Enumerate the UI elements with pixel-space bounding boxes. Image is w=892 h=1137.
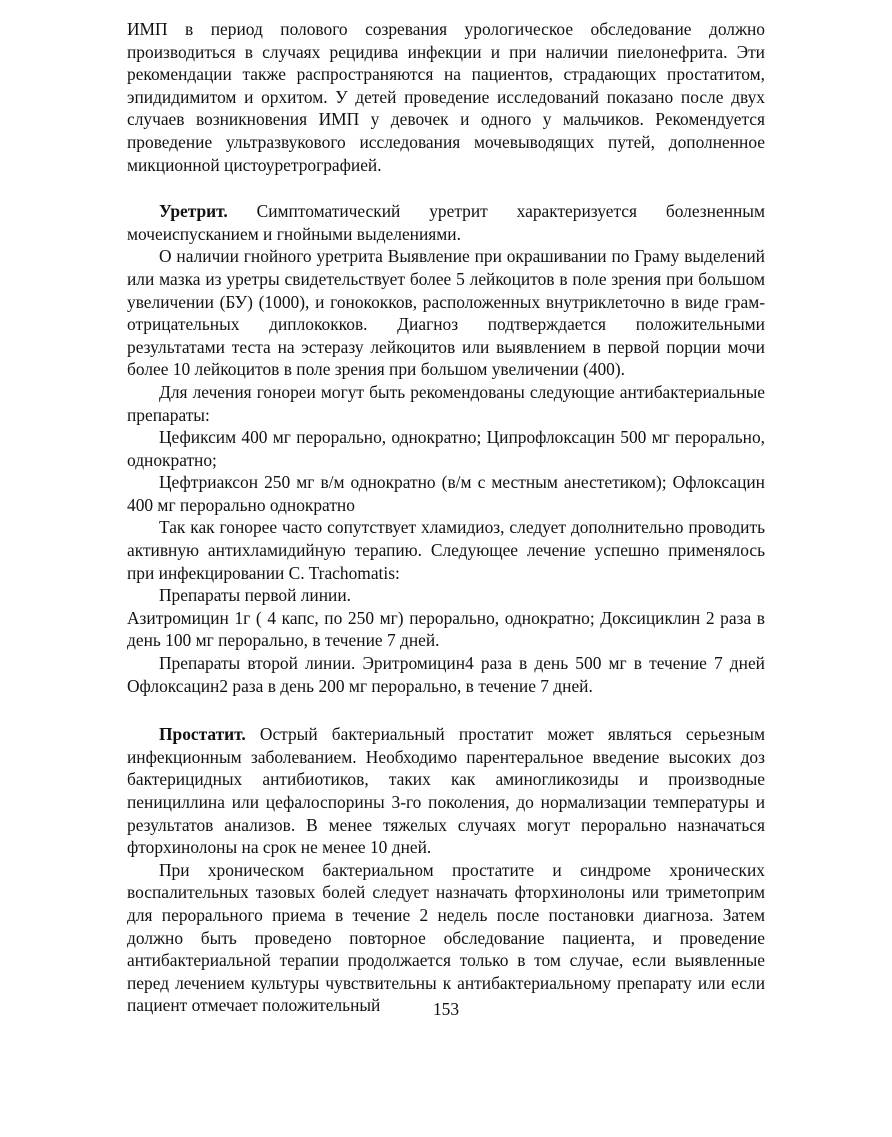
paragraph-first-line: Препараты первой линии. <box>159 585 352 606</box>
section-gap <box>127 697 765 723</box>
paragraph-second-line: Препараты второй линии. Эритромицин4 раза в день 500 мг в течение 7 дней Офлоксацин2 раза в день 200 мг перорально, в течение 7 дней. <box>127 653 765 696</box>
paragraph-chronic-prostatitis: При хроническом бактериальном простатите и синдроме хронических воспалительных тазовых болей следует назначать фторхинолоны или триметоприм для перорального приема в течение 2 недель после постановки диагноза. Затем должно быть проведено повторное обследование пациента, и проведение антибактериальной терапии продолжается только в том случае, если выявленные перед лечением культуры чувствительны к антибактериальному препарату или если пациент отмечает положительный <box>127 859 765 1016</box>
paragraph-imp-exam: ИМП в период полового созревания урологическое обследование должно производиться в случаях рецидива инфекции и при наличии пиелонефрита. Эти рекомендации также распространяются на пациентов, страдающих простатитом, эпидидимитом и орхитом. У детей проведение исследований показано после двух случаев возникновения ИМП у девочек и одного у мальчиков. Рекомендуется проведение ультразвукового исследования мочевыводящих путей, дополненное микционной цистоуретрографией. <box>127 19 765 175</box>
paragraph-cefixime: Цефиксим 400 мг перорально, однократно; Ципрофлоксацин 500 мг перорально, однократно; <box>127 427 765 470</box>
prostatitis-text: Острый бактериальный простатит может являться серьезным инфекционным заболеванием. Необходимо парентеральное введение высоких доз бактерицидных антибиотиков, таких как аминогликозиды и производные пенициллина или цефалоспорины 3-го поколения, до нормализации температуры и результатов анализов. В менее тяжелых случаях могут перорально назначаться фторхинолоны на срок не менее 10 дней. <box>127 724 765 858</box>
paragraph-chlamydia: Так как гонорее часто сопутствует хламидиоз, следует дополнительно проводить активную антихламидийную терапию. Следующее лечение успешно применялось при инфекцировании C. Trachomatis: <box>127 517 765 583</box>
paragraph-prostatitis <box>127 723 765 859</box>
paragraph-azithromycin: Азитромицин 1г ( 4 капс, по 250 мг) перорально, однократно; Доксициклин 2 раза в день 100 мг перорально, в течение 7 дней. <box>127 607 765 651</box>
prostatitis-heading: Простатит. <box>159 724 246 745</box>
urethritis-heading: Уретрит. <box>159 201 228 222</box>
text-column <box>127 18 765 1017</box>
paragraph-gonorrhea-treatment: Для лечения гонореи могут быть рекомендованы следующие антибактериальные препараты: <box>127 381 765 425</box>
urethritis-text: Симптоматический уретрит характеризуется болезненным мочеиспусканием и гнойными выделениями. <box>127 201 765 244</box>
page-number: 153 <box>432 999 460 1019</box>
section-gap <box>127 176 765 200</box>
paragraph-ceftriaxone: Цефтриаксон 250 мг в/м однократно (в/м с местным анестетиком); Офлоксацин 400 мг перорально однократно <box>127 472 765 515</box>
paragraph-urethritis <box>127 200 765 245</box>
paragraph-gram-stain: О наличии гнойного уретрита Выявление при окрашивании по Граму выделений или мазка из уретры свидетельствует более 5 лейкоцитов в поле зрения при большом увеличении (БУ) (1000), и гонококков, расположенных внутриклеточно в виде грам- отрицательных диплококков. Диагноз подтверждается положительными результатами теста на эстеразу лейкоцитов или выявлением в первой порции мочи более 10 лейкоцитов в поле зрения при большом увеличении (400). <box>127 246 765 380</box>
